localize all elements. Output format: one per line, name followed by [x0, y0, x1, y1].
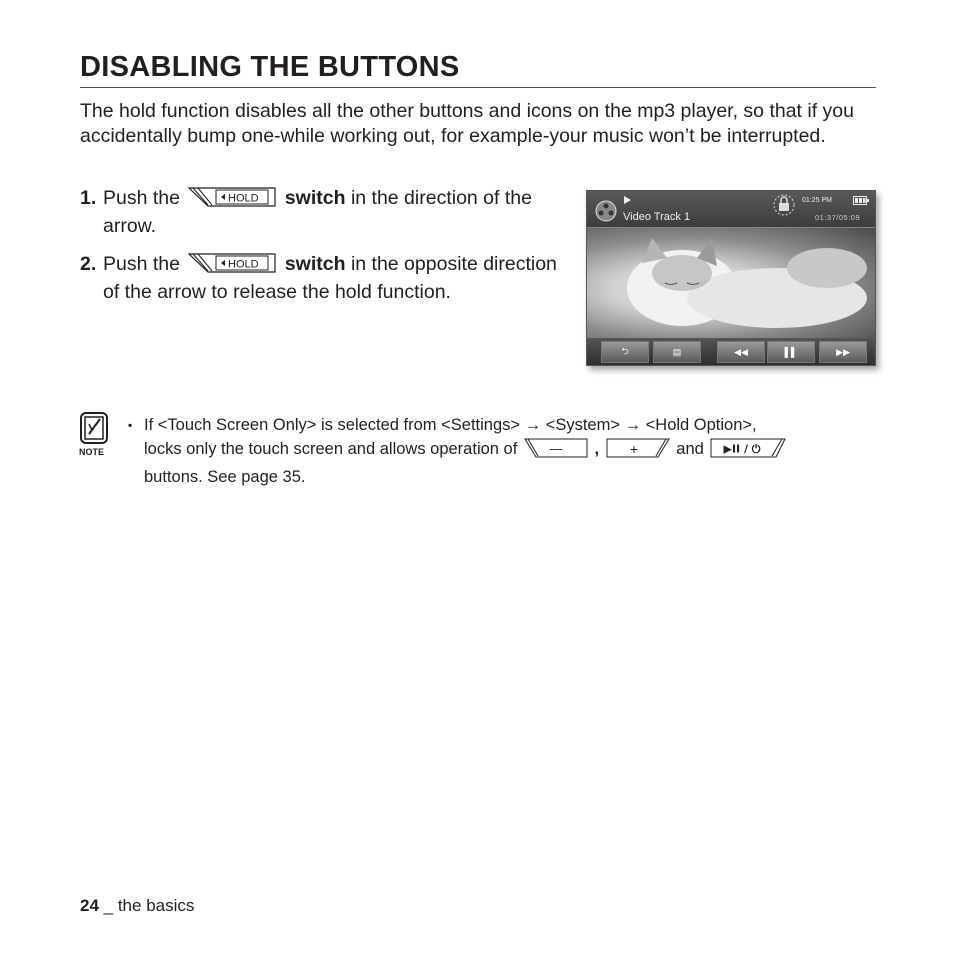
hold-switch-label: HOLD	[228, 258, 259, 271]
note-line-2	[144, 437, 888, 465]
video-frame	[587, 228, 875, 338]
page-number: 24	[80, 896, 99, 915]
plus-key-icon	[606, 438, 670, 465]
screen-controls	[587, 338, 875, 365]
back-icon[interactable]: ⮌	[601, 341, 649, 363]
hold-switch-label: HOLD	[228, 192, 259, 205]
step-number: 2.	[80, 253, 97, 275]
bullet: ▪	[128, 418, 133, 432]
page-title: DISABLING THE BUTTONS	[80, 50, 876, 88]
screen-status-bar	[587, 191, 875, 228]
plus-key-label: +	[629, 441, 638, 457]
note-line-1: If <Touch Screen Only> is selected from <Settings> → <System> → <Hold Option>,	[144, 416, 757, 434]
step-text-pre: Push the	[103, 187, 180, 209]
step-text-bold: switch	[284, 253, 346, 275]
pause-icon[interactable]: ▌▌	[767, 341, 815, 363]
hold-switch-icon	[188, 187, 276, 214]
lock-icon	[773, 194, 795, 216]
step-text-pre: Push the	[103, 253, 180, 275]
cat-image	[587, 228, 875, 338]
section-name: _ the basics	[103, 896, 195, 915]
play-power-key-label: ▶II / ⏻	[723, 442, 761, 456]
page-footer	[80, 896, 194, 916]
screen-track-title: Video Track 1	[623, 211, 691, 223]
play-power-key-icon	[710, 438, 786, 465]
intro-paragraph: The hold function disables all the other buttons and icons on the mp3 player, so that if you accidentally bump one-while working out, for example-your music won’t be interrupted.	[80, 100, 854, 147]
step-text-post: in the direction of the arrow.	[103, 187, 532, 237]
step-number: 1.	[80, 187, 97, 209]
comma: ,	[594, 440, 600, 458]
next-icon[interactable]: ▶▶	[819, 341, 867, 363]
list-icon[interactable]: ▤	[653, 341, 701, 363]
prev-icon[interactable]: ◀◀	[717, 341, 765, 363]
screen-clock: 01:25 PM	[802, 197, 832, 204]
hold-switch-icon	[188, 253, 276, 280]
screen-time: 01:37/05:09	[815, 213, 861, 222]
play-icon	[624, 196, 631, 204]
step-text-bold: switch	[284, 187, 346, 209]
step-2	[80, 252, 560, 305]
note-line-2-text: locks only the touch screen and allows operation of	[144, 440, 518, 458]
step-1	[80, 186, 560, 239]
video-icon	[595, 200, 617, 222]
note-label: NOTE	[79, 447, 105, 457]
note-line-3: buttons. See page 35.	[144, 468, 306, 486]
step-text-post: in the opposite direction of the arrow to release the hold function.	[103, 253, 557, 303]
minus-key-icon	[524, 438, 588, 465]
note-and: and	[676, 440, 704, 458]
player-screenshot	[586, 190, 876, 366]
note-text	[128, 413, 888, 489]
note-icon	[80, 412, 108, 440]
steps-list	[80, 186, 560, 318]
minus-key-label: —	[549, 441, 563, 456]
battery-icon	[853, 196, 869, 205]
